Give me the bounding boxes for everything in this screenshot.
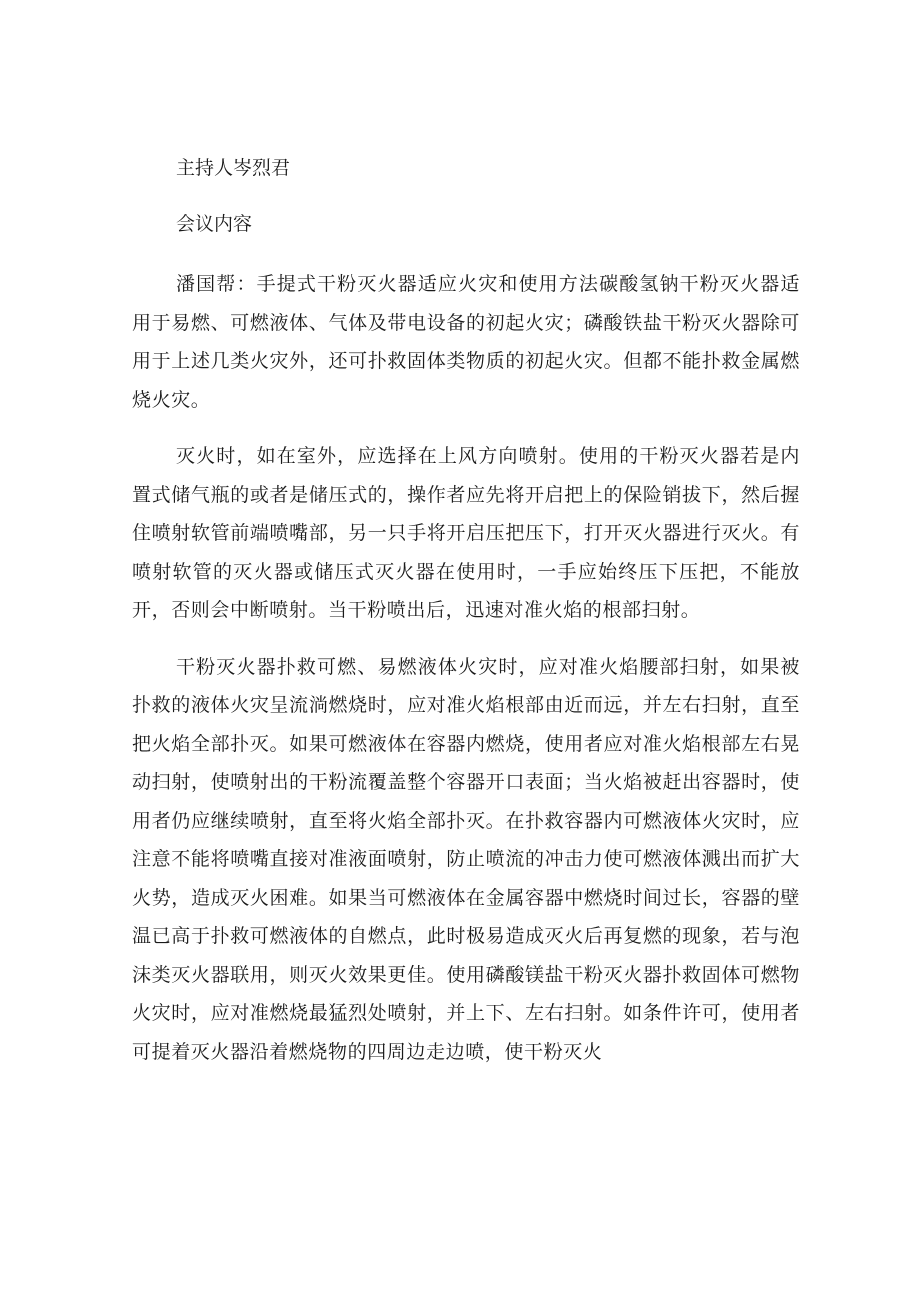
paragraph-operation-steps: 灭火时，如在室外，应选择在上风方向喷射。使用的干粉灭火器若是内置式储气瓶的或者是储压式的，操作者应先将开启把上的保险销拔下，然后握住喷射软管前端喷嘴部，另一只手将开启压把压下，打开灭火器进行灭火。有喷射软管的灭火器或储压式灭火器在使用时，一手应始终压下压把，不能放开，否则会中断喷射。当干粉喷出后，迅速对准火焰的根部扫射。	[132, 445, 800, 621]
document-body	[132, 150, 800, 1089]
content-heading: 会议内容	[176, 213, 253, 235]
host-line: 主持人岑烈君	[176, 157, 291, 179]
paragraph-liquid-fire-tactics: 干粉灭火器扑救可燃、易燃液体火灾时，应对准火焰腰部扫射，如果被扑救的液体火灾呈流淌燃烧时，应对准火焰根部由近而远，并左右扫射，直至把火焰全部扑灭。如果可燃液体在容器内燃烧，使用者应对准火焰根部左右晃动扫射，使喷射出的干粉流覆盖整个容器开口表面；当火焰被赶出容器时，使用者仍应继续喷射，直至将火焰全部扑灭。在扑救容器内可燃液体火灾时，应注意不能将喷嘴直接对准液面喷射，防止喷流的冲击力使可燃液体溅出而扩大火势，造成灭火困难。如果当可燃液体在金属容器中燃烧时间过长，容器的壁温已高于扑救可燃液体的自燃点，此时极易造成灭火后再复燃的现象，若与泡沫类灭火器联用，则灭火效果更佳。使用磷酸镁盐干粉灭火器扑救固体可燃物火灾时，应对准燃烧最猛烈处喷射，并上下、左右扫射。如条件许可，使用者可提着灭火器沿着燃烧物的四周边走边喷，使干粉灭火	[132, 655, 800, 1063]
paragraph-extinguisher-scope: 潘国帮：手提式干粉灭火器适应火灾和使用方法碳酸氢钠干粉灭火器适用于易燃、可燃液体、气体及带电设备的初起火灾；磷酸铁盐干粉灭火器除可用于上述几类火灾外，还可扑救固体类物质的初起火灾。但都不能扑救金属燃烧火灾。	[132, 273, 800, 411]
